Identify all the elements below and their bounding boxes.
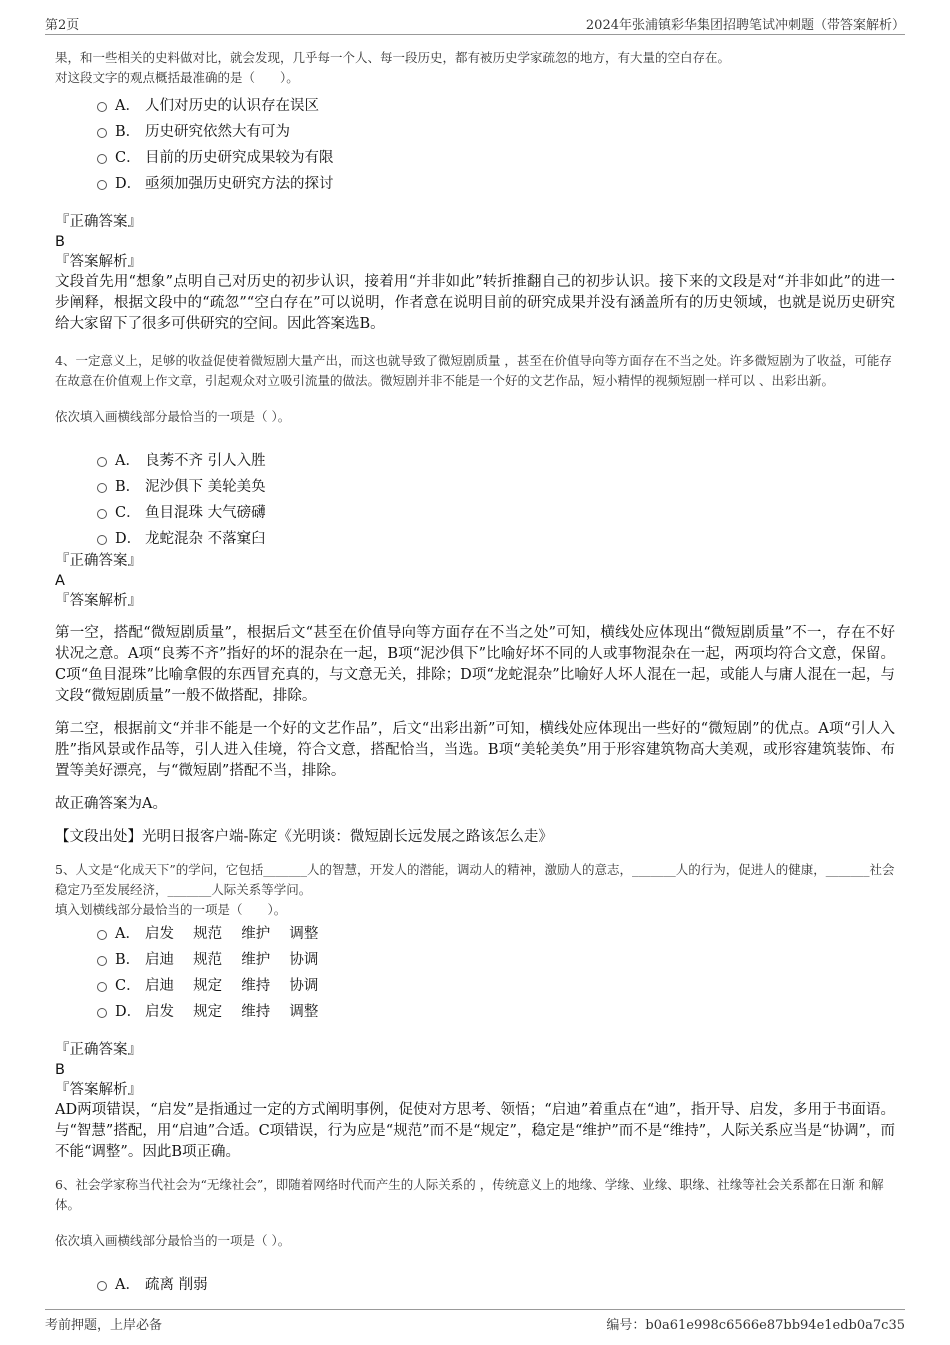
q5-prompt: 填入划横线部分最恰当的一项是（ ）。 [55,902,287,917]
q3-option-a[interactable] [55,92,895,118]
q5-options [55,920,895,1024]
option-letter: D． [115,1004,142,1020]
radio-icon[interactable] [97,509,107,519]
radio-icon[interactable] [97,457,107,467]
page-number: 第2页 [45,18,80,33]
q5-answer: B [55,1062,65,1078]
q5-option-b[interactable] [55,946,895,972]
option-letter: B． [115,952,141,968]
footer-slogan: 考前押题，上岸必备 [45,1318,163,1333]
option-letter: B． [115,124,141,140]
radio-icon[interactable] [97,154,107,164]
q3-analysis: 文段首先用“想象”点明自己对历史的初步认识，接着用“并非如此”转折推翻自己的初步认识。接下来的文段是对“并非如此”的进一步阐释，根据文段中的“疏忽”“空白存在”可以说明，作者意在说明目前的研究成果并没有涵盖所有的历史领域，也就是说历史研究给大家留下了很多可供研究的空间。因此答案选B。 [55,274,895,332]
q6-stem: 6、社会学家称当代社会为“无缘社会”，即随着网络时代而产生的人际关系的 ，传统意义上的地缘、学缘、业缘、职缘、社缘等社会关系都在日渐 和解体。 [55,1177,884,1212]
option-letter: D． [115,531,142,547]
option-text: 龙蛇混杂 不落窠臼 [145,531,266,547]
q4-option-a[interactable] [55,447,895,473]
option-letter: A． [115,98,140,114]
option-text: 人们对历史的认识存在误区 [145,98,319,114]
option-text: 泥沙俱下 美轮美奂 [145,479,266,495]
radio-icon[interactable] [97,128,107,138]
option-text: 启迪 规范 维护 协调 [145,952,319,968]
q3-answer-label: 『正确答案』 [55,214,142,230]
q4-answer-label: 『正确答案』 [55,553,142,569]
q4-option-d[interactable] [55,525,895,551]
q4-prompt: 依次填入画横线部分最恰当的一项是（ ）。 [55,409,291,424]
q3-option-d[interactable] [55,170,895,196]
q4-analysis-p2: 第二空，根据前文“并非不能是一个好的文艺作品”，后文“出彩出新”可知，横线处应体现出一些好的“微短剧”的优点。A项“引人入胜”指风景或作品等，引人进入佳境，符合文意，搭配恰当，当选。B项“美轮美奂”用于形容建筑物高大美观，或形容建筑装饰、布置等美好漂亮，与“微短剧”搭配不当，排除。 [55,721,895,779]
option-letter: D． [115,176,142,192]
option-text: 启发 规范 维护 调整 [145,926,319,942]
option-text: 疏离 削弱 [145,1277,208,1293]
radio-icon[interactable] [97,102,107,112]
option-letter: C． [115,505,141,521]
q3-option-b[interactable] [55,118,895,144]
q4-source: 【文段出处】光明日报客户端-陈定《光明谈：微短剧长远发展之路该怎么走》 [55,829,553,845]
radio-icon[interactable] [97,982,107,992]
option-letter: C． [115,150,141,166]
q6-options [55,1271,895,1297]
radio-icon[interactable] [97,180,107,190]
option-text: 启发 规定 维持 调整 [145,1004,319,1020]
q4-option-b[interactable] [55,473,895,499]
q4-conclusion: 故正确答案为A。 [55,796,167,812]
option-text: 目前的历史研究成果较为有限 [145,150,334,166]
radio-icon[interactable] [97,483,107,493]
q4-analysis-p1: 第一空，搭配“微短剧质量”，根据后文“甚至在价值导向等方面存在不当之处”可知，横线处应体现出“微短剧质量”不一，存在不好状况之意。A项“良莠不齐”指好的坏的混杂在一起，B项“泥沙俱下”比喻好坏不同的人或事物混杂在一起，两项均符合文意，保留。C项“鱼目混珠”比喻拿假的东西冒充真的，与文意无关，排除；D项“龙蛇混杂”比喻好人坏人混在一起，或能人与庸人混在一起，与文段“微短剧质量”一般不做搭配，排除。 [55,625,895,704]
q3-text-continued: 果，和一些相关的史料做对比，就会发现，几乎每一个人、每一段历史，都有被历史学家疏忽的地方，有大量的空白存在。 [55,50,731,65]
document-code: 编号：b0a61e998c6566e87bb94e1edb0a7c35 [606,1318,905,1333]
q4-options [55,447,895,551]
radio-icon[interactable] [97,930,107,940]
option-letter: B． [115,479,141,495]
q6-prompt: 依次填入画横线部分最恰当的一项是（ ）。 [55,1233,291,1248]
q5-stem: 5、人文是“化成天下”的学问，它包括_______人的智慧，开发人的潜能，调动人的精神，激励人的意志，_______人的行为，促进人的健康，_______社会稳定乃至发展经济，_______人际关系等学问。 [55,862,895,897]
q5-analysis-label: 『答案解析』 [55,1082,142,1098]
q5-analysis: AD两项错误，“启发”是指通过一定的方式阐明事例，促使对方思考、领悟；“启迪”着重点在“迪”，指开导、启发，多用于书面语。与“智慧”搭配，用“启迪”合适。C项错误，行为应是“规范”而不是“规定”，稳定是“维护”而不是“维持”，人际关系应当是“协调”，而不能“调整”。因此B项正确。 [55,1102,895,1160]
document-body [55,48,895,1297]
q3-answer: B [55,234,65,250]
option-letter: C． [115,978,141,994]
option-text: 亟须加强历史研究方法的探讨 [145,176,334,192]
radio-icon[interactable] [97,535,107,545]
option-letter: A． [115,926,140,942]
radio-icon[interactable] [97,1281,107,1291]
q4-analysis-label: 『答案解析』 [55,593,142,609]
q3-prompt: 对这段文字的观点概括最准确的是（ ）。 [55,70,299,85]
q3-options [55,92,895,196]
option-text: 鱼目混珠 大气磅礴 [145,505,266,521]
option-letter: A． [115,1277,140,1293]
page-footer [45,1309,905,1340]
document-title: 2024年张浦镇彩华集团招聘笔试冲刺题（带答案解析） [585,18,905,33]
page-header [45,12,905,35]
q4-option-c[interactable] [55,499,895,525]
q3-analysis-label: 『答案解析』 [55,254,142,270]
option-text: 历史研究依然大有可为 [145,124,290,140]
option-text: 启迪 规定 维持 协调 [145,978,319,994]
q5-option-c[interactable] [55,972,895,998]
option-text: 良莠不齐 引人入胜 [145,453,266,469]
option-letter: A． [115,453,140,469]
q4-answer: A [55,573,65,589]
q6-option-a[interactable] [55,1271,895,1297]
q5-answer-label: 『正确答案』 [55,1042,142,1058]
radio-icon[interactable] [97,1008,107,1018]
q4-stem: 4、一定意义上，足够的收益促使着微短剧大量产出，而这也就导致了微短剧质量 ，甚至在价值导向等方面存在不当之处。许多微短剧为了收益，可能存在故意在价值观上作文章，引起观众对立吸引流量的做法。微短剧并非不能是一个好的文艺作品，短小精悍的视频短剧一样可以 、出彩出新。 [55,353,892,388]
q5-option-d[interactable] [55,998,895,1024]
q5-option-a[interactable] [55,920,895,946]
radio-icon[interactable] [97,956,107,966]
q3-option-c[interactable] [55,144,895,170]
